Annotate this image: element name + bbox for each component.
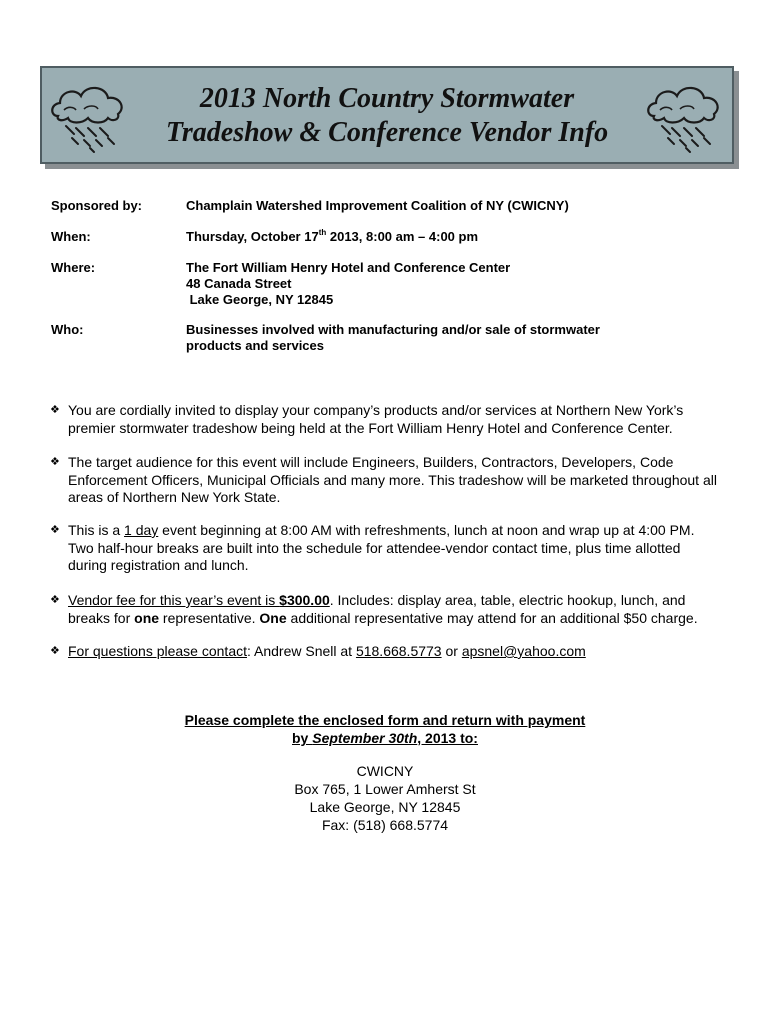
- closing-line-1: Please complete the enclosed form and return with payment: [184, 712, 586, 728]
- vendor-fee-price: $300.00: [279, 592, 330, 608]
- bullet-2-line-1: The target audience for this event will include Engineers, Builders, Contractors, Developers, Code: [68, 454, 674, 470]
- who-label: Who:: [51, 322, 84, 337]
- who-line-1: Businesses involved with manufacturing and/or sale of stormwater: [186, 322, 600, 337]
- bullet-4-line-2: breaks for one representative. One additional representative may attend for an additional $50 charge.: [68, 609, 698, 626]
- bullet-4-line-1: Vendor fee for this year’s event is $300.00. Includes: display area, table, electric hookup, lunch, and: [68, 592, 686, 608]
- closing-line-2: by September 30th, 2013 to:: [292, 730, 478, 746]
- who-value: [186, 322, 600, 354]
- where-line-1: The Fort William Henry Hotel and Conference Center: [186, 260, 511, 275]
- banner-title-line2: Tradeshow & Conference Vendor Info: [165, 117, 609, 148]
- when-label: When:: [51, 229, 91, 244]
- banner-title-line1: 2013 North Country Stormwater: [199, 83, 575, 114]
- contact-email-link[interactable]: apsnel@yahoo.com: [461, 643, 586, 659]
- bullet-2-line-2: Enforcement Officers, Municipal Officials and many more. This tradeshow will be marketed throughout all: [68, 471, 717, 488]
- rain-cloud-icon: [644, 76, 726, 156]
- where-value: [186, 260, 510, 308]
- bullet-1-line-1: You are cordially invited to display your company’s products and/or services at Northern New York’s: [68, 402, 684, 418]
- bullet-3-line-3: during registration and lunch.: [68, 557, 249, 573]
- closing-instructions: [0, 711, 770, 747]
- address-line-2: Box 765, 1 Lower Amherst St: [294, 781, 476, 797]
- who-line-2: products and services: [186, 338, 324, 353]
- bullet-2-line-3: areas of Northern New York State.: [68, 489, 281, 505]
- address-line-4: Fax: (518) 668.5774: [321, 817, 449, 833]
- diamond-bullet-icon: ❖: [50, 645, 60, 657]
- diamond-bullet-icon: ❖: [50, 456, 60, 468]
- address-line-1: CWICNY: [356, 763, 414, 779]
- bullet-3-line-2: Two half-hour breaks are built into the schedule for attendee-vendor contact time, plus time allotted: [68, 539, 681, 556]
- banner-title: [42, 82, 732, 150]
- diamond-bullet-icon: ❖: [50, 524, 60, 536]
- mailing-address: [0, 762, 770, 834]
- where-line-3: Lake George, NY 12845: [186, 292, 334, 307]
- when-value: Thursday, October 17th 2013, 8:00 am – 4:00 pm: [186, 227, 479, 244]
- title-banner: [40, 66, 734, 164]
- bullet-3-line-1: This is a 1 day event beginning at 8:00 AM with refreshments, lunch at noon and wrap up at 4:00 PM.: [68, 522, 695, 538]
- sponsored-label: Sponsored by:: [51, 198, 143, 213]
- sponsored-value: Champlain Watershed Improvement Coalition of NY (CWICNY): [186, 198, 569, 213]
- contact-phone-link[interactable]: 518.668.5773: [355, 643, 442, 659]
- where-label: Where:: [51, 260, 96, 275]
- where-line-2: 48 Canada Street: [186, 276, 292, 291]
- address-line-3: Lake George, NY 12845: [309, 799, 461, 815]
- diamond-bullet-icon: ❖: [50, 594, 60, 606]
- bullet-5-line-1: For questions please contact: Andrew Snell at 518.668.5773 or apsnel@yahoo.com: [68, 643, 586, 659]
- diamond-bullet-icon: ❖: [50, 404, 60, 416]
- bullet-1-line-2: premier stormwater tradeshow being held at the Fort William Henry Hotel and Conference Center.: [68, 419, 673, 436]
